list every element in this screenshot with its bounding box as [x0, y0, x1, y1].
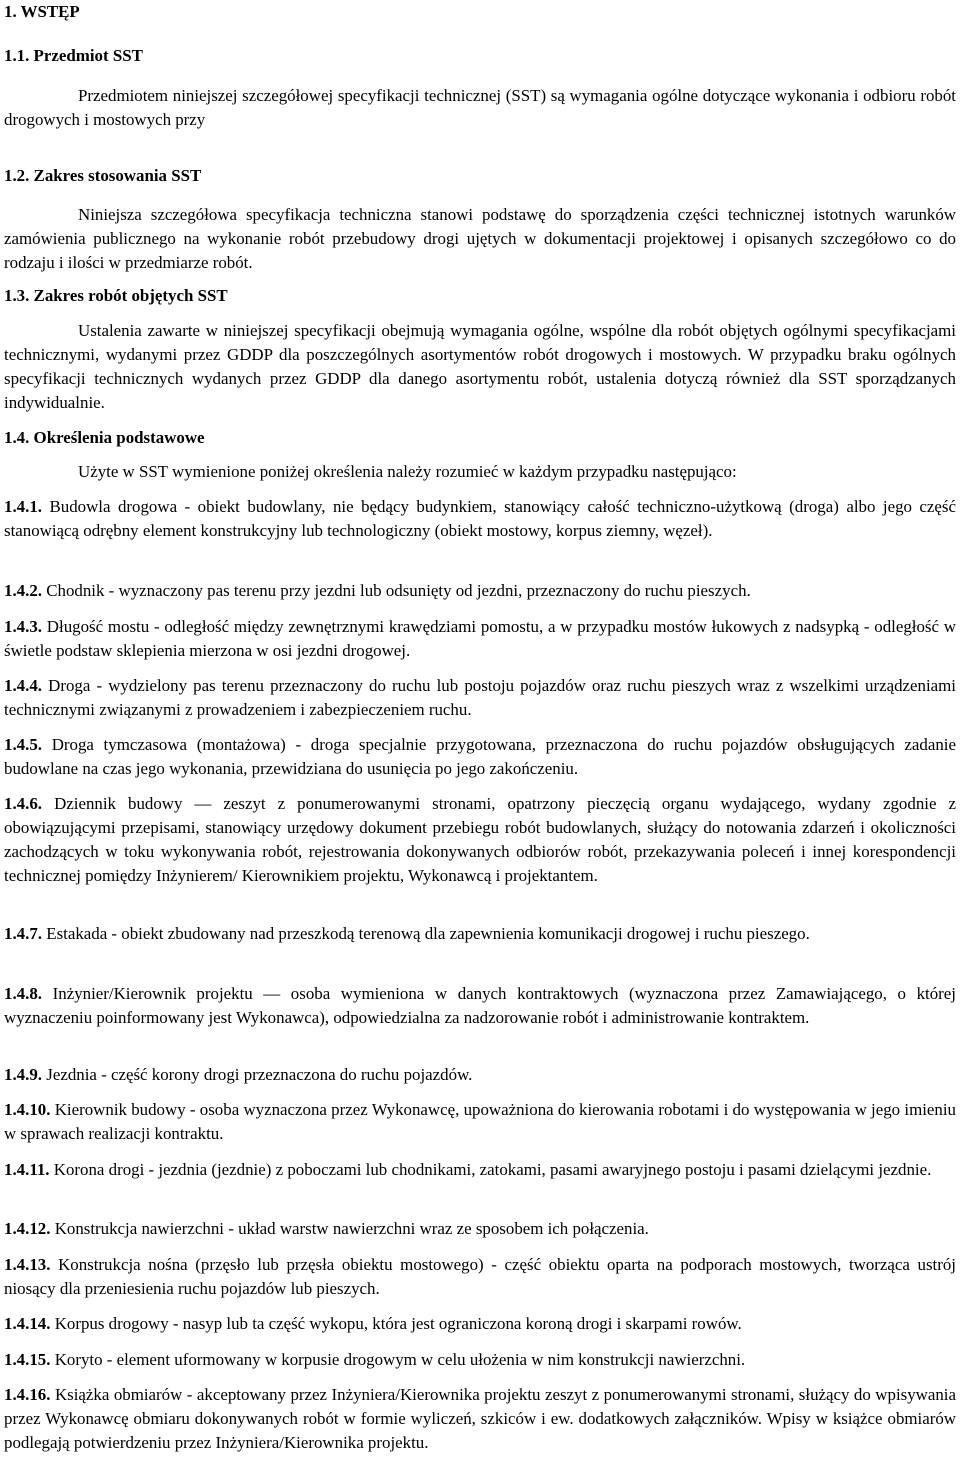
definition-number: 1.4.16.: [4, 1385, 51, 1404]
definition-text: Korpus drogowy - nasyp lub ta część wykopu, która jest ograniczona koroną drogi i skarpami rowów.: [54, 1314, 742, 1333]
paragraph-1-1: Przedmiotem niniejszej szczegółowej specyfikacji technicznej (SST) są wymagania ogólne dotyczące wykonania i odbioru robót drogowych i mostowych przy: [4, 86, 956, 129]
definition-number: 1.4.4.: [4, 676, 43, 695]
definition-item: [4, 792, 956, 888]
definition-item: [4, 1312, 956, 1336]
definition-item: [4, 579, 956, 603]
definition-number: 1.4.5.: [4, 735, 43, 754]
definition-number: 1.4.13.: [4, 1255, 51, 1274]
definition-item: [4, 1098, 956, 1146]
paragraph-1-4-intro: Użyte w SST wymienione poniżej określenia należy rozumieć w każdym przypadku następująco:: [78, 462, 737, 481]
paragraph-1-3: Ustalenia zawarte w niniejszej specyfikacji obejmują wymagania ogólne, wspólne dla robót objętych ogólnymi specyfikacjami technicznymi, wydanymi przez GDDP dla poszczególnych asortymentów robót drogowych i mostowych. W przypadku braku ogólnych specyfikacji technicznych wydanych przez GDDP dla danego asortymentu robót, ustalenia dotyczą również dla SST sporządzanych indywidualnie.: [4, 321, 956, 412]
heading-1-1: 1.1. Przedmiot SST: [4, 46, 143, 65]
definition-text: Koryto - element uformowany w korpusie drogowym w celu ułożenia w nim konstrukcji nawierzchni.: [54, 1350, 746, 1369]
heading-1-2: 1.2. Zakres stosowania SST: [4, 166, 202, 185]
definition-text: Jezdnia - część korony drogi przeznaczona do ruchu pojazdów.: [46, 1065, 473, 1084]
definition-item: [4, 1063, 956, 1087]
definition-number: 1.4.2.: [4, 581, 43, 600]
definition-number: 1.4.8.: [4, 984, 43, 1003]
definition-number: 1.4.7.: [4, 924, 43, 943]
definition-text: Droga - wydzielony pas terenu przeznaczony do ruchu lub postoju pojazdów oraz ruchu pieszych wraz z wszelkimi urządzeniami technicznymi związanymi z prowadzeniem i zabezpieczeniem ruchu.: [4, 676, 956, 719]
definition-number: 1.4.11.: [4, 1160, 50, 1179]
definition-number: 1.4.12.: [4, 1219, 51, 1238]
definition-number: 1.4.15.: [4, 1350, 51, 1369]
definition-text: Dziennik budowy — zeszyt z ponumerowanymi stronami, opatrzony pieczęcią organu wydającego, wydany zgodnie z obowiązującymi przepisami, stanowiący urzędowy dokument przebiegu robót budowlanych, służący do notowania zdarzeń i okoliczności zachodzących w toku wykonywania robót, rejestrowania dokonywanych odbiorów robót, przekazywania poleceń i innej korespondencji technicznej pomiędzy Inżynierem/ Kierownikiem projektu, Wykonawcą i projektantem.: [4, 794, 956, 885]
paragraph-1-2: Niniejsza szczegółowa specyfikacja techniczna stanowi podstawę do sporządzenia części technicznej istotnych warunków zamówienia publicznego na wykonanie robót przebudowy drogi ujętych w dokumentacji projektowej i opisanych szczegółowo co do rodzaju i ilości w przedmiarze robót.: [4, 205, 956, 272]
heading-1-3: 1.3. Zakres robót objętych SST: [4, 286, 228, 305]
definition-text: Inżynier/Kierownik projektu — osoba wymieniona w danych kontraktowych (wyznaczona przez Zamawiającego, o której wyznaczeniu poinformowany jest Wykonawca), odpowiedzialna za nadzorowanie robót i administrowanie kontraktem.: [4, 984, 956, 1027]
definition-item: [4, 982, 956, 1030]
definition-text: Droga tymczasowa (montażowa) - droga specjalnie przygotowana, przeznaczona do ruchu pojazdów obsługujących zadanie budowlane na czas jego wykonania, przewidziana do usunięcia po jego zakończeniu.: [4, 735, 956, 778]
definition-item: [4, 495, 956, 543]
definition-text: Chodnik - wyznaczony pas terenu przy jezdni lub odsunięty od jezdni, przeznaczony do ruchu pieszych.: [46, 581, 751, 600]
definition-text: Estakada - obiekt zbudowany nad przeszkodą terenową dla zapewnienia komunikacji drogowej i ruchu pieszego.: [46, 924, 810, 943]
definition-number: 1.4.9.: [4, 1065, 43, 1084]
definition-item: [4, 1217, 956, 1241]
definition-item: [4, 1253, 956, 1301]
definition-item: [4, 615, 956, 663]
definition-text: Konstrukcja nawierzchni - układ warstw nawierzchni wraz ze sposobem ich połączenia.: [54, 1219, 649, 1238]
definition-text: Kierownik budowy - osoba wyznaczona przez Wykonawcę, upoważniona do kierowania robotami i do występowania w jego imieniu w sprawach realizacji kontraktu.: [4, 1100, 956, 1143]
definition-item: [4, 1348, 956, 1372]
definition-text: Długość mostu - odległość między zewnętrznymi krawędziami pomostu, a w przypadku mostów łukowych z nadsypką - odległość w świetle podstaw sklepienia mierzona w osi jezdni drogowej.: [4, 617, 956, 660]
definition-item: [4, 1158, 956, 1182]
definition-number: 1.4.3.: [4, 617, 43, 636]
definition-number: 1.4.14.: [4, 1314, 51, 1333]
definition-text: Budowla drogowa - obiekt budowlany, nie będący budynkiem, stanowiący całość techniczno-użytkową (droga) albo jego część stanowiącą odrębny element konstrukcyjny lub technologiczny (obiekt mostowy, korpus ziemny, węzeł).: [4, 497, 956, 540]
definition-item: [4, 733, 956, 781]
definition-item: [4, 674, 956, 722]
heading-1-4: 1.4. Określenia podstawowe: [4, 428, 205, 447]
definition-item: [4, 922, 956, 946]
definition-text: Konstrukcja nośna (przęsło lub przęsła obiektu mostowego) - część obiektu oparta na podporach mostowych, tworząca ustrój niosący dla przeniesienia ruchu pojazdów lub pieszych.: [4, 1255, 956, 1298]
definition-text: Książka obmiarów - akceptowany przez Inżyniera/Kierownika projektu zeszyt z ponumerowanymi stronami, służący do wpisywania przez Wykonawcę obmiaru dokonywanych robót w formie wyliczeń, szkiców i ew. dodatkowych załączników. Wpisy w książce obmiarów podlegają potwierdzeniu przez Inżyniera/Kierownika projektu.: [4, 1385, 956, 1452]
definition-number: 1.4.10.: [4, 1100, 51, 1119]
definition-text: Korona drogi - jezdnia (jezdnie) z poboczami lub chodnikami, zatokami, pasami awaryjnego postoju i pasami dzielącymi jezdnie.: [53, 1160, 932, 1179]
definition-number: 1.4.6.: [4, 794, 43, 813]
definition-number: 1.4.1.: [4, 497, 43, 516]
heading-wstep: 1. WSTĘP: [4, 2, 80, 21]
definition-item: [4, 1383, 956, 1455]
